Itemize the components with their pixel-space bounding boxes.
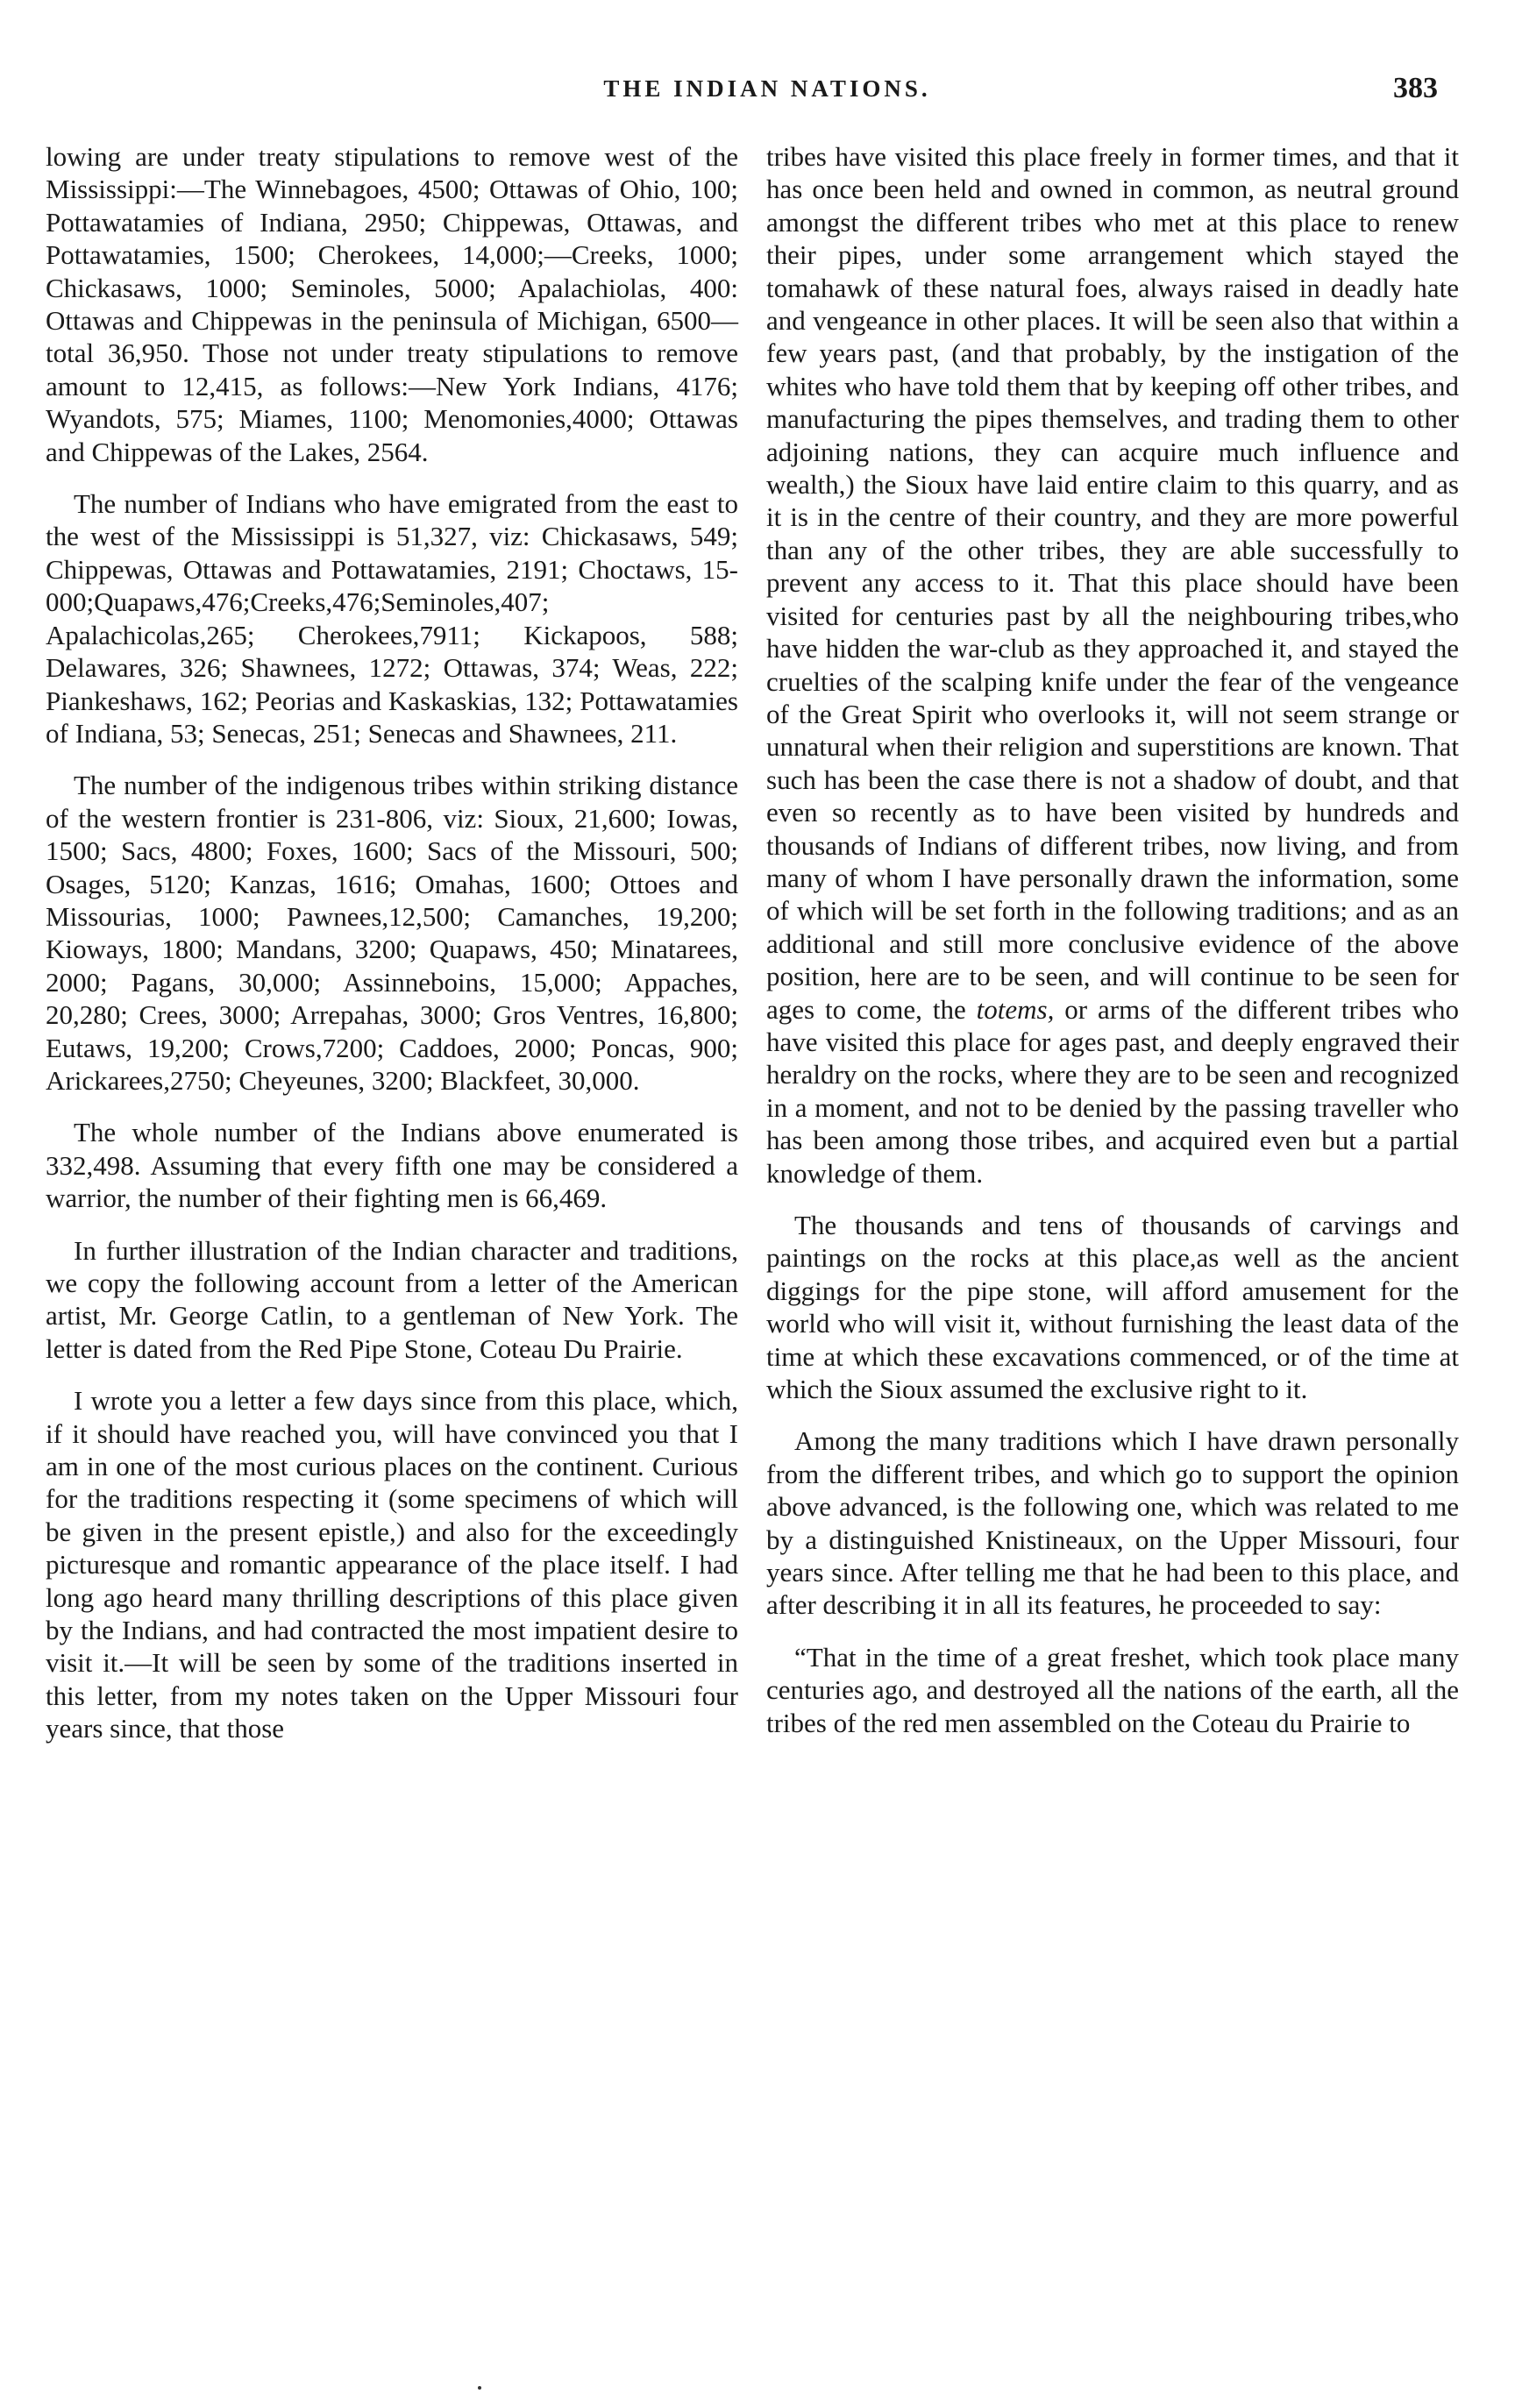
right-column	[766, 140, 1459, 1758]
right-paragraph-1-part-b: or arms of the different tribes who have visited this place for ages past, and deeply engraved their heraldry on the rocks, where they are to be seen and recognized in a moment, and not to be denied by the passing traveller who has been among those tribes, and acquired even but a partial knowledge of them.	[766, 993, 1460, 1189]
right-paragraph-3: Among the many traditions which I have drawn personally from the different tribes, and which go to support the opinion above advanced, is the following one, which was related to me by a distinguished Knistineaux, on the Upper Missouri, four years since. After telling me that he had been to this place, and after describing it in all its features, he proceeded to say:	[766, 1425, 1459, 1621]
right-paragraph-2: The thousands and tens of thousands of carvings and paintings on the rocks at this place,as well as the ancient diggings for the pipe stone, will afford amusement for the world who will visit it, without furnishing the least data of the time at which these excavations commenced, or of the time at which the Sioux assumed the exclusive right to it.	[766, 1210, 1459, 1405]
running-title: THE INDIAN NATIONS.	[603, 75, 931, 102]
left-column	[46, 140, 738, 1765]
page-number: 383	[1393, 72, 1438, 104]
left-paragraph-5: In further illustration of the Indian character and traditions, we copy the following account from a letter of the American artist, Mr. George Catlin, to a gentleman of New York. The letter is dated from the Red Pipe Stone, Coteau Du Prairie.	[46, 1234, 738, 1364]
totems-italic: totems,	[976, 993, 1055, 1025]
right-paragraph-1	[766, 140, 1459, 1190]
left-paragraph-6: I wrote you a letter a few days since from this place, which, if it should have reached you, will have convinced you that I am in one of the most curious places on the continent. Curious for the traditions respecting it (some specimens of which will be given in the present epistle,) and also for the exceedingly picturesque and romantic appearance of the place itself. I had long ago heard many thrilling descriptions of this place given by the Indians, and had contracted the most impatient desire to visit it.—It will be seen by some of the traditions inserted in this letter, from my notes taken on the Upper Missouri four years since, that those	[46, 1385, 738, 1744]
right-paragraph-4: “That in the time of a great freshet, which took place many centuries ago, and destroyed all the nations of the earth, all the tribes of the red men assembled on the Coteau du Prairie to	[766, 1641, 1459, 1738]
right-paragraph-1-part-a: tribes have visited this place freely in former times, and that it has once been held and owned in common, as neutral ground amongst the different tribes who met at this place to renew their pipes, under some arrangement which stayed the tomahawk of these natural foes, always raised in deadly hate and vengeance in other places. It will be seen also that within a few years past, (and that probably, by the instigation of the whites who have told them that by keeping off other tribes, and manufacturing the pipes themselves, and trading them to other adjoining nations, they can acquire much influence and wealth,) the Sioux have laid entire claim to this quarry, and as it is in the centre of their country, and they are more powerful than any of the other tribes, they are able successfully to prevent any access to it. That this place should have been visited for centuries past by all the neighbouring tribes,who have hidden the war-club as they approached it, and stayed the cruelties of the scalping knife under the fear of the vengeance of the Great Spirit who overlooks it, will not seem strange or unnatural when their religion and superstitions are known. That such has been the case there is not a shadow of doubt, and that even so recently as to have been visited by hundreds and thousands of Indians of different tribes, now living, and from many of whom I have personally drawn the information, some of which will be set forth in the following traditions; and as an additional and still more conclusive evidence of the above position, here are to be seen, and will continue to be seen for ages to come, the	[766, 141, 1459, 1025]
left-paragraph-2: The number of Indians who have emigrated from the east to the west of the Mississippi is 51,327, viz: Chickasaws, 549; Chippewas, Ottawas and Pottawatamies, 2191; Choctaws, 15-000;Quapaws,476;Creeks,476;Seminoles,407; Apalachicolas,265; Cherokees,7911; Kickapoos, 588; Delawares, 326; Shawnees, 1272; Ottawas, 374; Weas, 222; Piankeshaws, 162; Peorias and Kaskaskias, 132; Pottawatamies of Indiana, 53; Senecas, 251; Senecas and Shawnees, 211.	[46, 488, 738, 749]
left-paragraph-3: The number of the indigenous tribes within striking distance of the western frontier is 231-806, viz: Sioux, 21,600; Iowas, 1500; Sacs, 4800; Foxes, 1600; Sacs of the Missouri, 500; Osages, 5120; Kanzas, 1616; Omahas, 1600; Ottoes and Missourias, 1000; Pawnees,12,500; Camanches, 19,200; Kioways, 1800; Mandans, 3200; Quapaws, 450; Minatarees, 2000; Pagans, 30,000; Assinneboins, 15,000; Appaches, 20,280; Crees, 3000; Arrepahas, 3000; Gros Ventres, 16,800; Eutaws, 19,200; Crows,7200; Caddoes, 2000; Poncas, 900; Arickarees,2750; Cheyeunes, 3200; Blackfeet, 30,000.	[46, 770, 738, 1096]
page-speck	[478, 2386, 481, 2390]
running-head	[96, 72, 1438, 110]
left-paragraph-1: lowing are under treaty stipulations to remove west of the Mississippi:—The Winnebagoes, 4500; Ottawas of Ohio, 100; Pottawatamies of Indiana, 2950; Chippewas, Ottawas, and Pottawatamies, 1500; Cherokees, 14,000;—Creeks, 1000; Chickasaws, 1000; Seminoles, 5000; Apalachiolas, 400: Ottawas and Chippewas in the peninsula of Michigan, 6500—total 36,950. Those not under treaty stipulations to remove amount to 12,415, as follows:—New York Indians, 4176; Wyandots, 575; Miames, 1100; Menomonies,4000; Ottawas and Chippewas of the Lakes, 2564.	[46, 141, 738, 467]
left-paragraph-4: The whole number of the Indians above enumerated is 332,498. Assuming that every fifth one may be considered a warrior, the number of their fighting men is 66,469.	[46, 1117, 738, 1214]
